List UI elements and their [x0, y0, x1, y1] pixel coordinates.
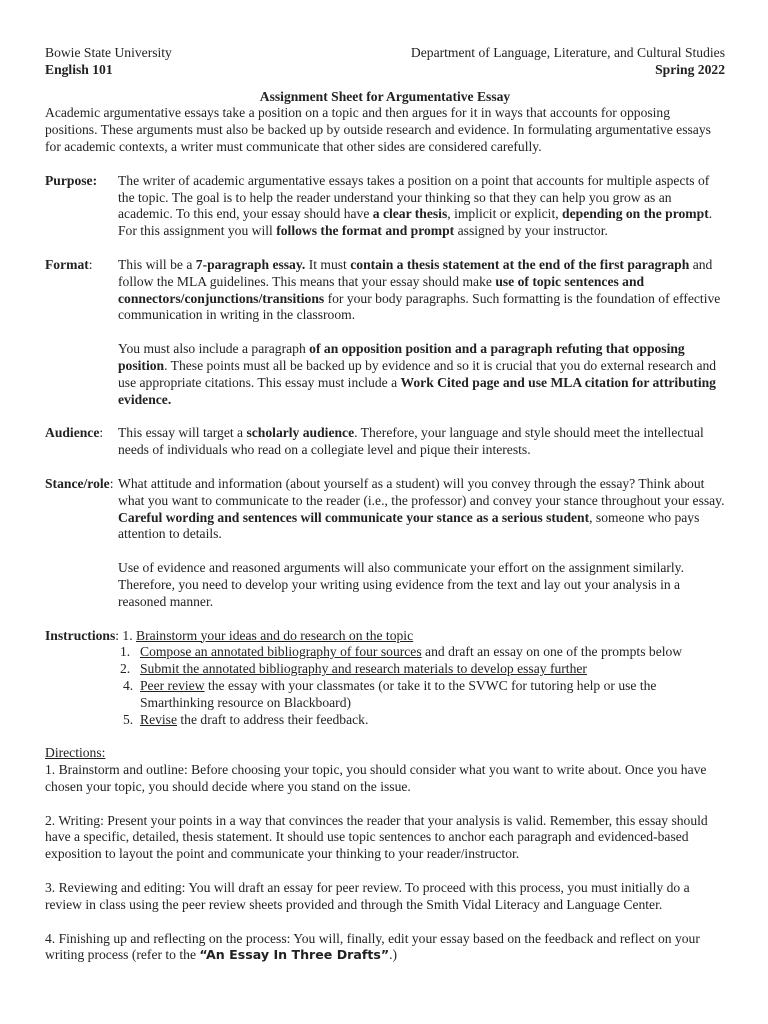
- purpose-section: [45, 173, 725, 240]
- department-name: Department of Language, Literature, and Cultural Studies: [410, 45, 725, 60]
- instruction-text: and draft an essay on one of the prompts below: [421, 644, 683, 660]
- purpose-text: , implicit or explicit,: [447, 206, 563, 222]
- format-bold: of an opposition position and a paragraph refuting that opposing position: [118, 341, 685, 373]
- instruction-underlined: Revise: [140, 711, 177, 727]
- direction-text: .): [389, 947, 398, 963]
- format-section: [45, 257, 725, 408]
- instruction-item: [120, 678, 725, 712]
- direction-item: [45, 931, 725, 965]
- purpose-bold: follows the format and prompt: [276, 223, 455, 239]
- term: Spring 2022: [655, 61, 725, 77]
- audience-label-text: Audience: [45, 425, 100, 441]
- instruction-item: [120, 644, 725, 661]
- purpose-text: . For this assignment you will: [118, 206, 713, 239]
- instruction-item: [120, 661, 725, 678]
- stance-label-colon: :: [109, 475, 114, 491]
- purpose-text: The writer of academic argumentative essays takes a position on a point that accounts for multiple aspects of the topic. The goal is to help the reader understand your thinking so that they can help you grow as an academic. To this end, your essay should have: [118, 172, 710, 222]
- stance-bold: Careful wording and sentences will communicate your stance as a serious student: [118, 509, 590, 525]
- format-text: and follow the MLA guidelines. This means that your essay should make: [118, 256, 713, 289]
- instructions-colon: : 1.: [115, 627, 137, 643]
- document-page: [45, 45, 725, 964]
- direction-bold: “An Essay In Three Drafts”: [199, 947, 390, 963]
- format-bold: contain a thesis statement at the end of the first paragraph: [350, 256, 690, 272]
- purpose-text: assigned by your instructor.: [454, 223, 608, 239]
- instruction-item: Brainstorm your ideas and do research on the topic: [136, 627, 414, 643]
- format-label-colon: :: [88, 256, 93, 272]
- intro-paragraph: Academic argumentative essays take a position on a topic and then argues for it in ways that accounts for opposing positions. These arguments must also be backed up by outside research and evidence. In formulating argumentative essays for academic contexts, a writer must communicate that other sides are considered carefully.: [45, 105, 711, 154]
- instruction-underlined: Peer review: [140, 677, 205, 693]
- audience-text: . Therefore, your language and style should meet the intellectual needs of individuals who read on a collegiate level and pique their interests.: [118, 425, 704, 458]
- audience-section: [45, 425, 725, 459]
- instruction-underlined: Submit the annotated bibliography and research materials to develop essay further: [140, 661, 587, 677]
- stance-body: [118, 476, 725, 611]
- stance-label: [45, 476, 118, 611]
- instruction-number: 2.: [120, 661, 131, 677]
- instructions-label: Instructions: [45, 627, 116, 643]
- directions-label: Directions:: [45, 745, 106, 761]
- purpose-label: Purpose:: [45, 172, 98, 188]
- instruction-text: the essay with your classmates (or take it to the SVWC for tutoring help or use the Smarthinking resource on Blackboard): [140, 677, 657, 710]
- instruction-number: 4.: [123, 677, 134, 693]
- audience-bold: scholarly audience: [246, 425, 355, 441]
- stance-text: Use of evidence and reasoned arguments will also communicate your effort on the assignment similarly. Therefore, you need to develop your writing using evidence from the text and lay out your analysis in a reasoned manner.: [118, 560, 684, 609]
- format-text: for your body paragraphs. Such formatting is the foundation of effective communication in writing in the classroom.: [118, 290, 721, 323]
- format-label-text: Format: [45, 256, 89, 272]
- audience-label: [45, 425, 118, 459]
- format-bold: use of topic sentences and connectors/conjunctions/transitions: [118, 273, 645, 306]
- format-bold: 7-paragraph essay.: [195, 256, 306, 272]
- format-label: [45, 257, 118, 408]
- audience-body: [118, 425, 725, 459]
- format-text: You must also include a paragraph: [118, 341, 310, 357]
- format-body: [118, 257, 725, 408]
- format-text: It must: [305, 256, 351, 272]
- direction-item: 1. Brainstorm and outline: Before choosing your topic, you should consider what you want to write about. Once you have chosen your topic, you should decide where you stand on the issue.: [45, 762, 707, 794]
- purpose-bold: a clear thesis: [372, 206, 448, 222]
- direction-text: 4. Finishing up and reflecting on the process: You will, finally, edit your essay based on the feedback and reflect on your writing process (refer to the: [45, 930, 700, 963]
- course-name: English 101: [45, 61, 113, 77]
- instructions-list: [120, 644, 725, 728]
- purpose-bold: depending on the prompt: [562, 206, 709, 222]
- instruction-item: [120, 712, 725, 729]
- direction-item: 2. Writing: Present your points in a way that convinces the reader that your analysis is valid. Remember, this essay should have a specific, detailed, thesis statement. It should use topic sentences to anchor each paragraph and evidenced-based exposition to layout the point and communicate your thinking to your reader/instructor.: [45, 812, 708, 862]
- stance-text: , someone who pays attention to details.: [118, 509, 700, 542]
- format-text: . These points must all be backed up by evidence and so it is crucial that you do external research and use appropriate citations. This essay must include a: [118, 357, 717, 390]
- direction-item: 3. Reviewing and editing: You will draft an essay for peer review. To proceed with this process, you must initially do a review in class using the peer review sheets provided and through the Smith Vidal Literacy and Language Center.: [45, 880, 690, 912]
- audience-label-colon: :: [99, 425, 104, 441]
- instruction-number: 5.: [123, 711, 134, 727]
- page-title: Assignment Sheet for Argumentative Essay: [259, 88, 511, 104]
- stance-text: What attitude and information (about yourself as a student) will you convey through the essay? Think about what you want to communicate to the reader (i.e., the professor) and convey your stance throughout your essay.: [118, 475, 725, 508]
- university-name: Bowie State University: [45, 45, 172, 60]
- directions-section: [45, 745, 725, 964]
- instruction-underlined: Compose an annotated bibliography of four sources: [140, 644, 422, 660]
- audience-text: This essay will target a: [118, 425, 247, 441]
- stance-label-text: Stance/role: [45, 475, 110, 491]
- instruction-text: the draft to address their feedback.: [177, 711, 369, 727]
- format-bold: Work Cited page and use MLA citation for attributing evidence.: [118, 374, 716, 407]
- instructions-section: [45, 628, 725, 729]
- purpose-body: [118, 173, 725, 240]
- format-text: This will be a: [118, 256, 196, 272]
- instruction-number: 1.: [120, 644, 131, 660]
- header-row-1: [45, 45, 725, 62]
- header-row-2: [45, 62, 725, 79]
- stance-section: [45, 476, 725, 611]
